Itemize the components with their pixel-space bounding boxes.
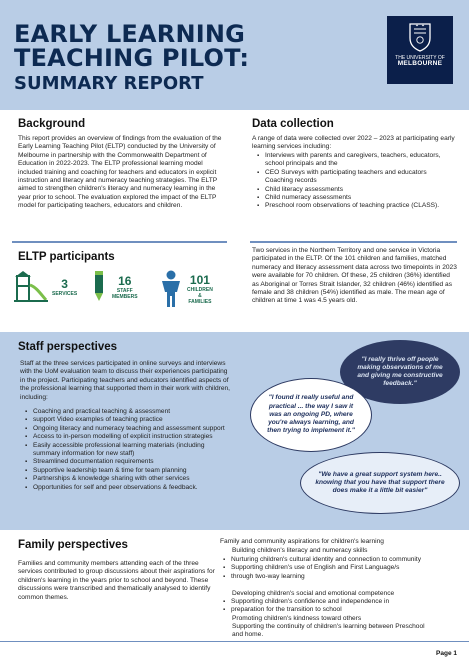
list-item: ▪ Nurturing children's cultural identity and connection to community	[222, 556, 457, 564]
children-label-2: &	[198, 293, 202, 299]
pencil-icon	[92, 271, 106, 303]
list-item: ▪ support Video examples of teaching practice	[24, 416, 229, 424]
title-line-2: TEACHING PILOT:	[14, 44, 250, 72]
family-text: Families and community members attending each of the three services contributed to group discussions about their aspirations for children's learning in the years prior to school and beyond. These discussions were transcribed and thematically analysed to identify common themes.	[18, 560, 215, 601]
list-item: ▪ Partnerships & knowledge sharing with other services	[24, 475, 229, 483]
list-item: ▪ Opportunities for self and peer observations & feedback.	[24, 484, 229, 492]
staff-intro: Staff at the three services participated in online surveys and interviews with the UoM evaluation team to discuss their experiences participating in the project. Participating teachers and educators identified aspects of the professional learning that supported them in their work with children, including:	[20, 360, 231, 401]
logo-text	[395, 55, 445, 67]
list-item: ▪ through two-way learning	[222, 573, 457, 581]
services-count: 3	[61, 277, 68, 291]
data-collection-list	[256, 152, 456, 211]
footer-divider	[0, 641, 469, 642]
quote-bubble-3: "We have a great support system here.. knowing that you have that support there does make it a little bit easier"	[300, 452, 460, 514]
staff-label-2: MEMBERS	[112, 294, 138, 300]
data-collection-intro: A range of data were collected over 2022 – 2023 at participating early learning services including:	[252, 135, 455, 151]
list-item: ▪ Preschool room observations of teaching practice (CLASS).	[256, 202, 456, 210]
family-aspirations-sub: Building children's literacy and numeracy skills	[232, 547, 368, 554]
family-mid-line: Developing children's social and emotional competence	[232, 590, 395, 597]
background-text: This report provides an overview of findings from the evaluation of the Early Learning Teaching Pilot (ELTP) conducted by the University of Melbourne in partnership with the Commonwealth Department of Education in 2022-2023. The ELTP professional learning model included training and coaching for teachers and educators in explicit instruction and literacy and numeracy teaching strategies. The ELTP aimed to strengthen children's literacy and numeracy learning in the year prior to school. The evaluation explored the impact of the ELTP model for participating teachers, educators and children.	[18, 135, 222, 210]
page-number: Page 1	[436, 650, 457, 657]
participants-text: Two services in the Northern Territory and one service in Victoria participated in the ELTP. Of the 101 children and families, matched numeracy and literacy assessment data across two timepoints in 2023 were available for 70 children. Of these, 25 children (36%) identified as Aboriginal or Torres Strait Islander, 32 children (46%) identified as female and 38 children (54%) identified as male. The mean age of children at time 1 was 4.5 years old.	[252, 247, 457, 305]
list-item: ▪ Supporting children's use of English and First Language/s	[222, 564, 457, 572]
quote-bubble-1: "I really thrive off people making observations of me and giving me constructive feedback."	[340, 340, 460, 404]
university-logo	[387, 16, 453, 84]
staff-heading: Staff perspectives	[18, 341, 118, 353]
header-banner	[0, 0, 469, 110]
background-heading: Background	[18, 118, 86, 130]
staff-stat-text	[112, 274, 138, 300]
staff-stat	[92, 271, 138, 303]
list-item: ▪ CEO Surveys with participating teachers and educators Coaching records	[256, 169, 456, 186]
list-item: ▪ Child literacy assessments	[256, 186, 456, 194]
section-divider	[250, 241, 457, 243]
family-tail-1: Promoting children's kindness toward others	[232, 615, 362, 622]
family-tail-2: Supporting the continuity of children's learning between Preschool and home.	[232, 623, 425, 639]
services-stat-text	[52, 277, 77, 297]
participants-heading: ELTP participants	[18, 251, 115, 263]
list-item: ▪ Access to in-person modelling of explicit instruction strategies	[24, 433, 229, 441]
quote-bubble-2: "I found it really useful and practical ... the way I saw it was an ongoing PD, where you're always learning, and then trying to implement it."	[250, 378, 372, 452]
logo-line-1: THE UNIVERSITY OF	[395, 55, 445, 61]
children-label-3: FAMILIES	[188, 299, 212, 305]
crest-icon	[407, 22, 433, 52]
data-collection-heading: Data collection	[252, 118, 334, 130]
logo-line-2: MELBOURNE	[397, 60, 443, 67]
list-item: ▪ Supporting children's confidence and independence in	[222, 598, 457, 606]
list-item: ▪ Child numeracy assessments	[256, 194, 456, 202]
child-icon	[160, 270, 182, 308]
family-heading: Family perspectives	[18, 539, 128, 551]
children-label-1: CHILDREN	[187, 287, 213, 293]
page-title	[14, 22, 249, 95]
children-count: 101	[189, 273, 210, 287]
list-item: ▪ Interviews with parents and caregivers, teachers, educators, school principals and the	[256, 152, 456, 169]
services-label: SERVICES	[52, 291, 78, 297]
children-stat-text	[187, 273, 213, 305]
list-item: ▪ Easily accessible professional learning materials (including summary information for new staff)	[24, 442, 229, 459]
list-item: ▪ Ongoing literacy and numeracy teaching and assessment support	[24, 425, 229, 433]
list-item: ▪ Streamlined documentation requirements	[24, 458, 229, 466]
staff-support-list	[24, 408, 229, 492]
services-stat	[14, 271, 77, 303]
family-aspirations-list-2	[222, 598, 457, 615]
family-aspirations-list	[222, 556, 457, 581]
list-item: ▪ preparation for the transition to school	[222, 606, 457, 614]
section-divider	[12, 241, 227, 243]
children-stat	[160, 270, 213, 308]
list-item: ▪ Supportive leadership team & time for team planning	[24, 467, 229, 475]
title-line-3: SUMMARY REPORT	[14, 73, 204, 94]
staff-count: 16	[118, 274, 132, 288]
staff-label-1: STAFF	[116, 288, 133, 294]
title-line-1: EARLY LEARNING	[14, 20, 246, 48]
family-aspirations-intro: Family and community aspirations for children's learning	[220, 538, 384, 545]
list-item: ▪ Coaching and practical teaching & assessment	[24, 408, 229, 416]
playground-icon	[14, 271, 48, 303]
